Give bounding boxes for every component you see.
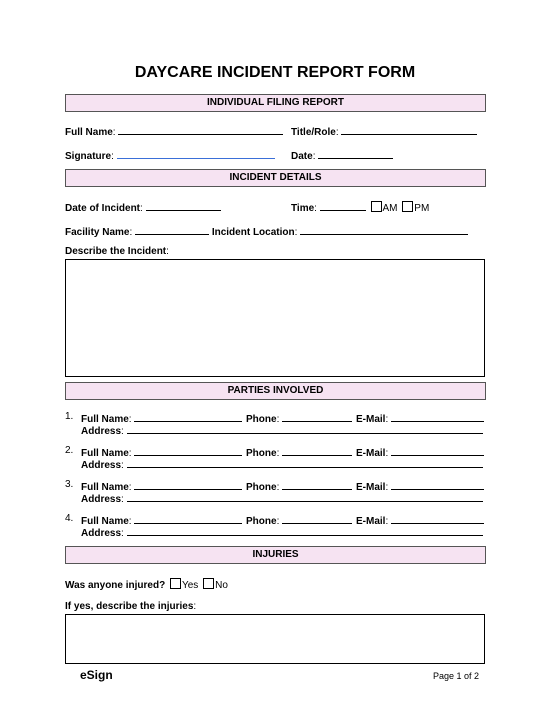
party-phone-field[interactable] [282, 479, 352, 490]
party-full-name-label: Full Name [81, 482, 129, 493]
section-injuries: INJURIES [65, 546, 486, 564]
party-number: 1. [65, 411, 74, 422]
section-individual-filing-report: INDIVIDUAL FILING REPORT [65, 94, 486, 112]
party-address-row: Address: [81, 491, 483, 505]
party-email-row: E-Mail: [356, 411, 484, 425]
party-address-field[interactable] [127, 525, 483, 536]
party-email-label: E-Mail [356, 414, 386, 425]
date-label: Date [291, 151, 313, 162]
party-number: 2. [65, 445, 74, 456]
title-role-label: Title/Role [291, 127, 336, 138]
party-email-field[interactable] [391, 479, 484, 490]
signature-label: Signature [65, 151, 112, 162]
party-full-name-label: Full Name [81, 516, 129, 527]
party-name-row: Full Name: [81, 479, 242, 493]
signature-field[interactable] [117, 148, 275, 159]
party-address-field[interactable] [127, 457, 483, 468]
pm-label: PM [414, 203, 430, 214]
party-phone-field[interactable] [282, 513, 352, 524]
no-label: No [215, 580, 228, 591]
section-parties-involved: PARTIES INVOLVED [65, 382, 486, 400]
page-number: Page 1 of 2 [433, 671, 480, 681]
date-of-incident-row: Date of Incident: [65, 200, 221, 214]
section-incident-details: INCIDENT DETAILS [65, 169, 486, 187]
party-full-name-field[interactable] [134, 445, 242, 456]
party-address-row: Address: [81, 457, 483, 471]
describe-injuries-textarea[interactable] [65, 614, 485, 664]
party-phone-label: Phone [246, 516, 277, 527]
party-name-row: Full Name: [81, 445, 242, 459]
party-address-label: Address [81, 426, 122, 437]
party-phone-row: Phone: [246, 445, 352, 459]
describe-injuries-row: If yes, describe the injuries: [65, 601, 197, 612]
no-checkbox[interactable] [203, 578, 214, 589]
party-phone-row: Phone: [246, 479, 352, 493]
full-name-row: Full Name: [65, 124, 283, 138]
date-of-incident-field[interactable] [146, 200, 221, 211]
party-full-name-label: Full Name [81, 414, 129, 425]
party-number: 4. [65, 513, 74, 524]
facility-name-label: Facility Name [65, 227, 130, 238]
esign-logo: eSign [80, 668, 113, 682]
date-of-incident-label: Date of Incident [65, 203, 141, 214]
party-address-label: Address [81, 460, 122, 471]
party-address-label: Address [81, 528, 122, 539]
party-phone-row: Phone: [246, 411, 352, 425]
party-email-row: E-Mail: [356, 513, 484, 527]
party-phone-label: Phone [246, 448, 277, 459]
injured-question-label: Was anyone injured? [65, 580, 166, 591]
party-phone-label: Phone [246, 482, 277, 493]
describe-incident-label: Describe the Incident [65, 246, 167, 257]
full-name-field[interactable] [118, 124, 283, 135]
date-row: Date: [291, 148, 393, 162]
party-address-field[interactable] [127, 491, 483, 502]
am-checkbox[interactable] [371, 201, 382, 212]
facility-location-row: Facility Name: Incident Location: [65, 224, 468, 238]
party-email-label: E-Mail [356, 482, 386, 493]
yes-checkbox[interactable] [170, 578, 181, 589]
title-role-field[interactable] [341, 124, 477, 135]
time-row: Time: AM PM [291, 200, 429, 214]
facility-name-field[interactable] [135, 224, 209, 235]
party-address-row: Address: [81, 525, 483, 539]
form-title: DAYCARE INCIDENT REPORT FORM [134, 64, 416, 81]
yes-label: Yes [181, 580, 199, 591]
describe-injuries-label: If yes, describe the injuries [65, 601, 194, 612]
party-address-field[interactable] [127, 423, 483, 434]
am-label: AM [382, 203, 398, 214]
party-phone-field[interactable] [282, 411, 352, 422]
party-email-label: E-Mail [356, 516, 386, 527]
party-phone-label: Phone [246, 414, 277, 425]
party-email-row: E-Mail: [356, 479, 484, 493]
describe-incident-textarea[interactable] [65, 259, 485, 377]
time-field[interactable] [320, 200, 366, 211]
describe-incident-row: Describe the Incident: [65, 246, 169, 257]
party-email-field[interactable] [391, 445, 484, 456]
party-name-row: Full Name: [81, 411, 242, 425]
party-full-name-field[interactable] [134, 479, 242, 490]
party-name-row: Full Name: [81, 513, 242, 527]
injured-question-row [65, 578, 228, 591]
signature-row: Signature: [65, 148, 275, 162]
incident-location-label: Incident Location [211, 227, 295, 238]
party-email-row: E-Mail: [356, 445, 484, 459]
incident-location-field[interactable] [300, 224, 468, 235]
party-email-label: E-Mail [356, 448, 386, 459]
party-full-name-field[interactable] [134, 411, 242, 422]
title-role-row: Title/Role: [291, 124, 477, 138]
party-phone-field[interactable] [282, 445, 352, 456]
party-number: 3. [65, 479, 74, 490]
date-field[interactable] [318, 148, 393, 159]
party-email-field[interactable] [391, 513, 484, 524]
party-phone-row: Phone: [246, 513, 352, 527]
pm-checkbox[interactable] [402, 201, 413, 212]
full-name-label: Full Name [65, 127, 113, 138]
party-full-name-field[interactable] [134, 513, 242, 524]
time-label: Time [291, 203, 315, 214]
party-email-field[interactable] [391, 411, 484, 422]
party-address-label: Address [81, 494, 122, 505]
party-address-row: Address: [81, 423, 483, 437]
party-full-name-label: Full Name [81, 448, 129, 459]
